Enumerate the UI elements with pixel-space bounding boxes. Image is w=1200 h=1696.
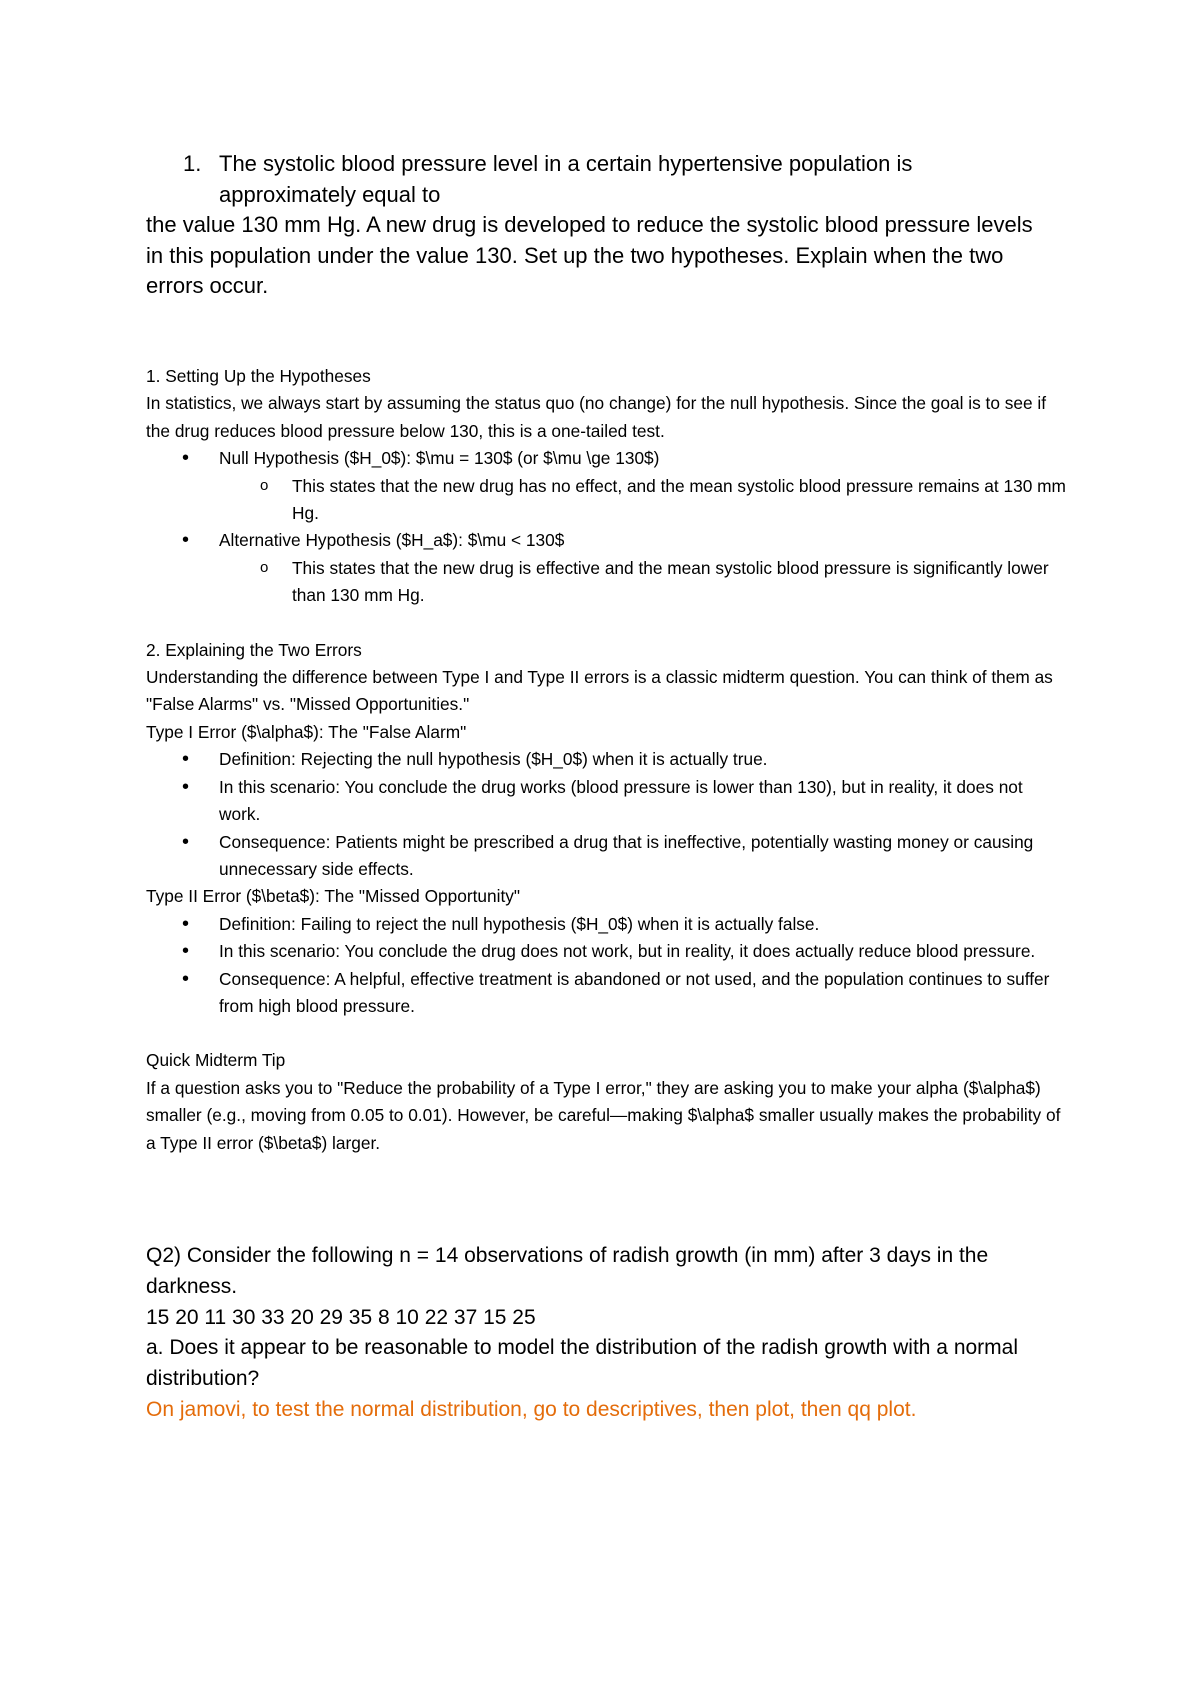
alt-hypothesis-label: Alternative Hypothesis ($H_a$): $\mu < 130$ [219, 530, 565, 551]
null-hypothesis-item [146, 445, 1066, 527]
question-1-line2: the value 130 mm Hg. A new drug is developed to reduce the systolic blood pressure levels in this population under the value 130. Set up the two hypotheses. Explain when the two errors occur. [146, 212, 1033, 298]
section-1-title: 1. Setting Up the Hypotheses [146, 366, 371, 386]
null-hypothesis-label: Null Hypothesis ($H_0$): $\mu = 130$ (or $\mu \ge 130$) [219, 448, 660, 469]
question-2-part-a: a. Does it appear to be reasonable to model the distribution of the radish growth with a normal distribution? [146, 1336, 1019, 1391]
section-2-title: 2. Explaining the Two Errors [146, 639, 362, 660]
type2-heading: Type II Error ($\beta$): The "Missed Opportunity" [146, 886, 521, 907]
null-hypothesis-detail: o This states that the new drug has no effect, and the mean systolic blood pressure remains at 130 mm Hg. [219, 473, 1066, 528]
section-2-intro: Understanding the difference between Type I and Type II errors is a classic midterm question. You can think of them as "False Alarms" vs. "Missed Opportunities." [146, 667, 1053, 715]
tip-title: Quick Midterm Tip [146, 1050, 286, 1071]
question-1 [146, 149, 1046, 302]
question-2 [146, 1241, 1066, 1426]
section-1-intro: In statistics, we always start by assuming the status quo (no change) for the null hypothesis. Since the goal is to see if the drug reduces blood pressure below 130, this is a one-tailed test. [146, 393, 1047, 441]
null-hypothesis-sublist [219, 473, 1066, 528]
alt-hypothesis-item [146, 527, 1066, 609]
question-2-observations: 15 20 11 30 33 20 29 35 8 10 22 37 15 25 [146, 1305, 536, 1329]
type2-item: • Consequence: A helpful, effective treatment is abandoned or not used, and the population continues to suffer from high blood pressure. [146, 966, 1066, 1021]
question-2-answer-a: On jamovi, to test the normal distribution, go to descriptives, then plot, then qq plot. [146, 1397, 917, 1421]
answer-1 [146, 363, 1066, 1157]
question-2-prompt: Q2) Consider the following n = 14 observations of radish growth (in mm) after 3 days in the darkness. [146, 1244, 989, 1298]
type1-item: • Definition: Rejecting the null hypothesis ($H_0$) when it is actually true. [146, 746, 1066, 773]
tip-body: If a question asks you to "Reduce the probability of a Type I error," they are asking you to make your alpha ($\alpha$) smaller (e.g., moving from 0.05 to 0.01). However, be careful—making $\alpha$ smaller usually makes the probability of a Type II error ($\beta$) larger. [146, 1077, 1061, 1153]
alt-hypothesis-sublist [219, 555, 1066, 610]
type1-heading: Type I Error ($\alpha$): The "False Alarm" [146, 721, 467, 742]
hypotheses-list [146, 445, 1066, 609]
type2-list [146, 911, 1066, 1021]
type1-item: • Consequence: Patients might be prescribed a drug that is ineffective, potentially wasting money or causing unnecessary side effects. [146, 829, 1066, 884]
type2-item: • In this scenario: You conclude the drug does not work, but in reality, it does actually reduce blood pressure. [146, 938, 1066, 965]
type1-list [146, 746, 1066, 883]
type1-item: • In this scenario: You conclude the drug works (blood pressure is lower than 130), but in reality, it does not work. [146, 774, 1066, 829]
question-1-number: 1. [183, 151, 202, 176]
type2-item: • Definition: Failing to reject the null hypothesis ($H_0$) when it is actually false. [146, 911, 1066, 938]
question-1-line1: The systolic blood pressure level in a certain hypertensive population is approximately equal to [219, 151, 913, 207]
alt-hypothesis-detail: o This states that the new drug is effective and the mean systolic blood pressure is significantly lower than 130 mm Hg. [219, 555, 1066, 610]
